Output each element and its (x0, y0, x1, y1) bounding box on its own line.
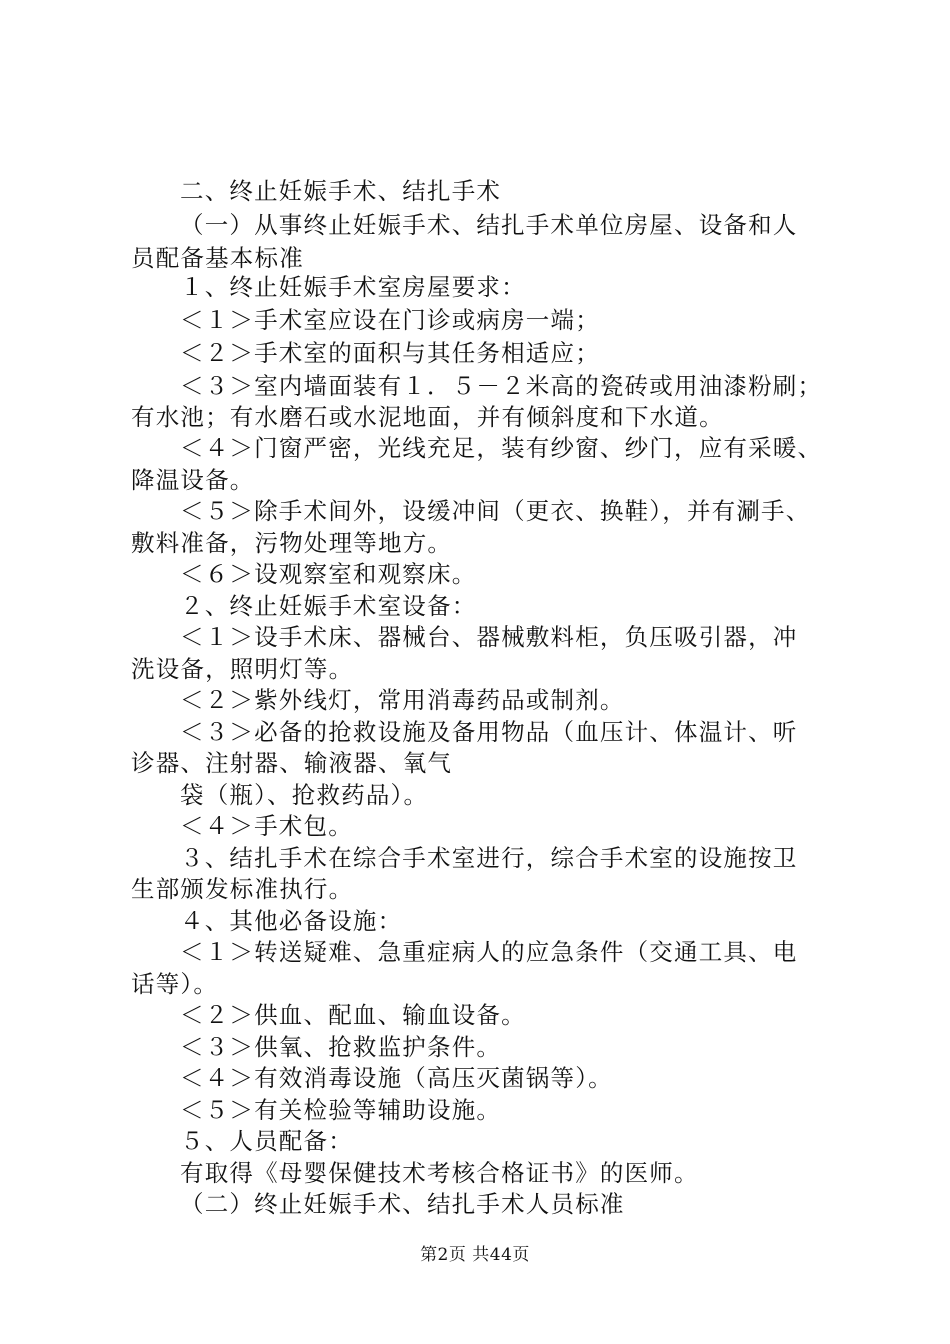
text-line: ＜６＞设观察室和观察床。 (180, 560, 477, 588)
text-line: ＜２＞紫外线灯，常用消毒药品或制剂。 (180, 686, 625, 714)
text-line: 降温设备。 (131, 466, 255, 494)
item-heading: ３、结扎手术在综合手术室进行，综合手术室的设施按卫 (180, 844, 798, 872)
text-line: 员配备基本标准 (131, 244, 304, 272)
item-heading: ４、其他必备设施： (180, 907, 403, 935)
text-line: ＜３＞必备的抢救设施及备用物品（血压计、体温计、听 (180, 718, 798, 746)
subsection-heading: （一）从事终止妊娠手术、结扎手术单位房屋、设备和人 (180, 211, 798, 239)
section-heading: 二、终止妊娠手术、结扎手术 (180, 177, 502, 205)
page-number-footer: 第2页 共44页 (420, 1245, 530, 1265)
text-line: ＜４＞手术包。 (180, 812, 353, 840)
text-line: 话等）。 (131, 970, 219, 998)
text-line: ＜１＞手术室应设在门诊或病房一端； (180, 306, 600, 334)
item-heading: ２、终止妊娠手术室设备： (180, 592, 477, 620)
text-line: ＜２＞供血、配血、输血设备。 (180, 1001, 526, 1029)
text-line: 洗设备，照明灯等。 (131, 655, 354, 683)
subsection-heading: （二）终止妊娠手术、结扎手术人员标准 (180, 1190, 625, 1218)
text-line: ＜３＞供氧、抢救监护条件。 (180, 1033, 502, 1061)
item-heading: １、终止妊娠手术室房屋要求： (180, 273, 526, 301)
text-line: ＜４＞门窗严密，光线充足，装有纱窗、纱门，应有采暖、 (180, 434, 823, 462)
text-line: ＜５＞除手术间外，设缓冲间（更衣、换鞋），并有涮手、 (180, 497, 811, 525)
text-line: ＜５＞有关检验等辅助设施。 (180, 1096, 502, 1124)
text-line: ＜１＞转送疑难、急重症病人的应急条件（交通工具、电 (180, 938, 798, 966)
text-line: 生部颁发标准执行。 (131, 875, 354, 903)
text-line: 有取得《母婴保健技术考核合格证书》的医师。 (180, 1159, 699, 1187)
item-heading: ５、人员配备： (180, 1127, 353, 1155)
text-line: 敷料准备，污物处理等地方。 (131, 529, 453, 557)
text-line: 诊器、注射器、输液器、氧气 (131, 749, 453, 777)
text-line: ＜４＞有效消毒设施（高压灭菌锅等）。 (180, 1064, 613, 1092)
text-line: ＜３＞室内墙面装有１．５－２米高的瓷砖或用油漆粉刷； (180, 372, 823, 400)
text-line: 有水池；有水磨石或水泥地面，并有倾斜度和下水道。 (131, 403, 724, 431)
text-line: ＜１＞设手术床、器械台、器械敷料柜，负压吸引器，冲 (180, 623, 798, 651)
text-line: ＜２＞手术室的面积与其任务相适应； (180, 339, 600, 367)
text-line: 袋（瓶）、抢救药品）。 (180, 781, 429, 809)
